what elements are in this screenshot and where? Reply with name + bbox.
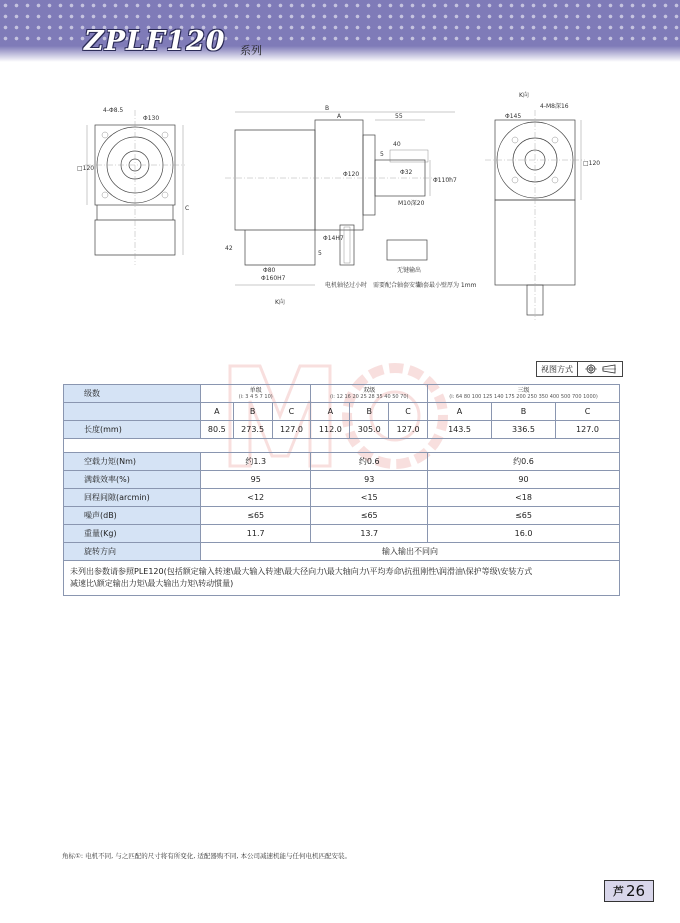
spec-value: ≤65 <box>428 507 620 525</box>
spec-value: 约0.6 <box>311 453 428 471</box>
spec-value: <15 <box>311 489 428 507</box>
group-double-ratios: (i: 12 16 20 25 28 35 40 50 70) <box>329 394 409 400</box>
side-dia110-label: Φ110h7 <box>433 177 457 184</box>
note-line-2: 减速比\额定输出力矩\最大输出力矩\转动惯量) <box>70 579 234 588</box>
spec-value: ≤65 <box>201 507 311 525</box>
spec-label: 回程间隙(arcmin) <box>64 489 201 507</box>
dim-col: C <box>555 403 619 421</box>
length-value: 112.0 <box>311 421 350 439</box>
side-shaft-len-label: 55 <box>395 113 403 120</box>
view-method-label: 视图方式 <box>537 362 578 376</box>
series-title: ZPLF120 <box>84 26 226 57</box>
dim-col: A <box>428 403 492 421</box>
group-double <box>311 385 428 403</box>
side-d160-label: Φ160H7 <box>261 275 286 282</box>
length-label: 长度(mm) <box>64 421 201 439</box>
side-view <box>225 105 477 306</box>
spec-row <box>64 525 620 543</box>
side-d80-label: Φ80 <box>263 267 276 274</box>
spec-value: 90 <box>428 471 620 489</box>
length-value: 80.5 <box>201 421 234 439</box>
side-d42-label: 42 <box>225 245 233 252</box>
view-method-box <box>536 361 623 377</box>
dim-col: A <box>311 403 350 421</box>
page-number: 26 <box>625 882 646 900</box>
page-number-box <box>604 880 654 902</box>
front-holes-label: 4-Φ8.5 <box>103 107 124 114</box>
side-dia120-label: Φ120 <box>343 171 360 178</box>
dim-header-blank <box>64 403 201 421</box>
spec-label: 空载力矩(Nm) <box>64 453 201 471</box>
dim-col: C <box>389 403 428 421</box>
spec-row <box>64 471 620 489</box>
group-single-name: 单级 <box>249 387 262 394</box>
spec-row <box>64 507 620 525</box>
spacer-row <box>64 439 620 453</box>
note-line-1: 未列出参数请参照PLE120(包括额定输入转速\最大输入转速\最大径向力\最大轴向力\平均寿命\抗扭刚性\润滑油\保护等级\安装方式 <box>70 567 533 576</box>
side-dia32-label: Φ32 <box>400 169 413 176</box>
length-value: 305.0 <box>350 421 389 439</box>
dim-col: B <box>350 403 389 421</box>
side-dim40-label: 40 <box>393 141 401 148</box>
rear-kview-label: K向 <box>519 92 529 99</box>
dim-col: C <box>272 403 311 421</box>
length-value: 273.5 <box>233 421 272 439</box>
spec-label: 重量(Kg) <box>64 525 201 543</box>
footnote: 角标①: 电机不同, 与之匹配的尺寸将有所变化, 适配器购不同, 本公司减速机能与任何电机匹配安装。 <box>62 852 351 860</box>
group-single <box>201 385 311 403</box>
group-double-name: 双级 <box>363 387 376 394</box>
group-triple <box>428 385 620 403</box>
length-value: 143.5 <box>428 421 492 439</box>
spec-value: 13.7 <box>311 525 428 543</box>
spec-value: 约0.6 <box>428 453 620 471</box>
spec-value: 11.7 <box>201 525 311 543</box>
keyless-note: 无键输出 <box>397 267 422 274</box>
side-kview-label: K向 <box>275 299 285 306</box>
rear-holes-label: 4-M8深16 <box>540 103 569 110</box>
side-d5-label: 5 <box>318 250 322 257</box>
spec-row <box>64 489 620 507</box>
group-triple-name: 三级 <box>517 387 530 394</box>
side-d14-label: Φ14H7 <box>323 235 344 242</box>
page-prefix: 芦 <box>612 885 624 898</box>
group-single-ratios: (i: 3 4 5 7 10) <box>238 394 273 400</box>
level-row <box>64 385 620 403</box>
note-cell <box>64 561 620 596</box>
spec-label: 噪声(dB) <box>64 507 201 525</box>
technical-drawings <box>75 90 605 330</box>
spec-value: 16.0 <box>428 525 620 543</box>
length-value: 336.5 <box>492 421 556 439</box>
dim-col: B <box>233 403 272 421</box>
dim-header-row <box>64 403 620 421</box>
spec-table <box>63 384 620 596</box>
rotation-label: 旋转方向 <box>64 543 201 561</box>
projection-circle-icon <box>585 364 597 374</box>
spec-row <box>64 453 620 471</box>
length-value: 127.0 <box>555 421 619 439</box>
side-a-label: A <box>337 113 342 120</box>
spec-value: ≤65 <box>311 507 428 525</box>
group-triple-ratios: (i: 64 80 100 125 140 175 200 250 350 400 500 700 1000) <box>449 394 598 400</box>
level-label: 级数 <box>64 385 201 403</box>
rotation-value: 输入输出不同向 <box>201 543 620 561</box>
front-height-label: C <box>185 205 190 212</box>
spec-label: 满载效率(%) <box>64 471 201 489</box>
rear-square-label: □120 <box>583 160 601 167</box>
front-pcd-label: Φ130 <box>143 115 160 122</box>
rear-view <box>485 91 600 320</box>
rear-pcd-label: Φ145 <box>505 113 522 120</box>
rotation-row <box>64 543 620 561</box>
note-row <box>64 561 620 596</box>
motor-note: 电机轴径过小时 <box>325 282 368 289</box>
dim-col: B <box>492 403 556 421</box>
spec-value: 约1.3 <box>201 453 311 471</box>
front-view <box>77 107 189 265</box>
spec-value: 95 <box>201 471 311 489</box>
length-row <box>64 421 620 439</box>
spec-value: 93 <box>311 471 428 489</box>
sleeve-note: 需要配合轴套安装 <box>373 282 422 289</box>
front-square-label: □120 <box>77 165 95 172</box>
min-wall-note: 轴套最小壁厚为 1mm <box>417 282 477 289</box>
spec-value: <12 <box>201 489 311 507</box>
side-dim5-label: 5 <box>380 151 384 158</box>
side-key-label: M10深20 <box>398 200 425 207</box>
length-value: 127.0 <box>272 421 311 439</box>
projection-cone-icon <box>602 364 616 374</box>
dim-col: A <box>201 403 234 421</box>
side-b-label: B <box>325 105 330 112</box>
series-suffix: 系列 <box>240 44 262 57</box>
length-value: 127.0 <box>389 421 428 439</box>
spec-value: <18 <box>428 489 620 507</box>
view-method-symbols <box>578 364 622 374</box>
spacer-cell <box>64 439 620 453</box>
